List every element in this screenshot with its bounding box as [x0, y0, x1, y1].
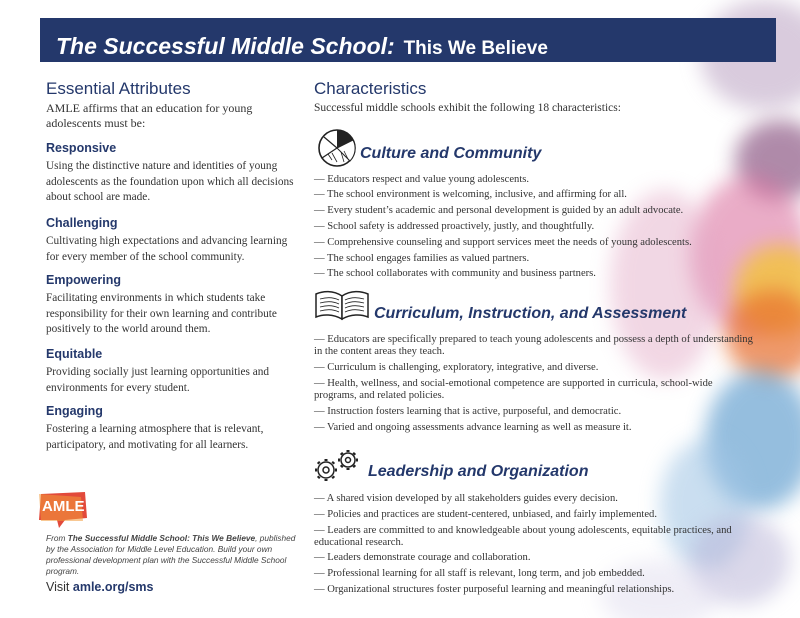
header-banner: [40, 18, 776, 62]
list-item: — Educators are specifically prepared to teach young adolescents and possess a depth of understanding in the content areas they teach.: [314, 334, 753, 357]
title-sub: This We Believe: [403, 38, 548, 59]
list-item: — Educators respect and value young adolescents.: [314, 174, 530, 185]
list-item: — School safety is addressed proactively, justly, and thoughtfully.: [314, 221, 595, 232]
gears-icon: [312, 448, 364, 484]
attribute-name-challenging: Challenging: [46, 216, 118, 230]
attribute-desc-responsive: Using the distinctive nature and identities of young adolescents as the foundation upon which all decisions about school are made.: [46, 160, 294, 203]
source-book-title: The Successful Middle School: This We Believe: [67, 533, 256, 543]
attribute-desc-engaging: Fostering a learning atmosphere that is relevant, participatory, and motivating for all learners.: [46, 423, 264, 451]
source-post: , published by the Association for Middle Level Education. Build your own professional development plan with the Successful Middle School program.: [46, 533, 296, 576]
list-item: — Comprehensive counseling and support services meet the needs of young adolescents.: [314, 237, 692, 248]
characteristics-heading: Characteristics: [314, 79, 427, 98]
visit-link[interactable]: amle.org/sms: [72, 580, 154, 594]
list-item: — A shared vision developed by all stakeholders guides every decision.: [314, 493, 618, 504]
attribute-name-equitable: Equitable: [46, 347, 103, 361]
attribute-name-engaging: Engaging: [46, 404, 103, 418]
section-title-curriculum: Curriculum, Instruction, and Assessment: [374, 305, 687, 322]
list-item: — The school collaborates with community and business partners.: [314, 268, 596, 279]
characteristics-intro: Successful middle schools exhibit the following 18 characteristics:: [314, 102, 621, 114]
section-title-culture: Culture and Community: [360, 145, 542, 162]
source-note: [46, 533, 306, 577]
open-book-icon: [313, 288, 371, 322]
attribute-name-empowering: Empowering: [46, 273, 122, 287]
list-item: — Every student’s academic and personal development is guided by an adult advocate.: [314, 205, 684, 216]
list-item: — Policies and practices are student-centered, unbiased, and fairly implemented.: [314, 509, 657, 520]
attributes-intro: AMLE affirms that an education for young adolescents must be:: [46, 101, 253, 130]
visit-line: [46, 580, 153, 594]
list-item: — The school engages families as valued partners.: [314, 253, 530, 264]
attribute-desc-empowering: Facilitating environments in which students take responsibility for their own learning and contribute positively to the world around them.: [46, 292, 277, 335]
attribute-desc-equitable: Providing socially just learning opportunities and environments for every student.: [46, 366, 270, 394]
essential-attributes-heading: Essential Attributes: [46, 79, 191, 98]
list-item: — Professional learning for all staff is relevant, long term, and job embedded.: [314, 568, 645, 579]
title-main: The Successful Middle School:: [56, 33, 395, 59]
attribute-desc-challenging: Cultivating high expectations and advancing learning for every member of the school community.: [46, 235, 288, 263]
list-item: — Curriculum is challenging, exploratory, integrative, and diverse.: [314, 362, 599, 373]
page-title: [56, 25, 548, 62]
list-item: — Varied and ongoing assessments advance learning as well as measure it.: [314, 422, 632, 433]
list-item: — Organizational structures foster purposeful learning and meaningful relationships.: [314, 584, 675, 595]
amle-logo-text: AMLE: [42, 498, 85, 515]
list-item: — Leaders are committed to and knowledgeable about young adolescents, equitable practices, and educational research.: [314, 525, 732, 548]
source-pre: From: [46, 533, 68, 543]
list-item: — Health, wellness, and social-emotional competence are supported in curricula, school-wide programs, and related policies.: [314, 378, 713, 401]
pie-chart-icon: [314, 124, 360, 170]
attribute-name-responsive: Responsive: [46, 141, 117, 155]
list-item: — Leaders demonstrate courage and collaboration.: [314, 552, 531, 563]
list-item: — Instruction fosters learning that is active, purposeful, and democratic.: [314, 406, 622, 417]
visit-label: Visit: [46, 580, 73, 594]
section-title-leadership: Leadership and Organization: [368, 463, 589, 480]
list-item: — The school environment is welcoming, inclusive, and affirming for all.: [314, 189, 627, 200]
